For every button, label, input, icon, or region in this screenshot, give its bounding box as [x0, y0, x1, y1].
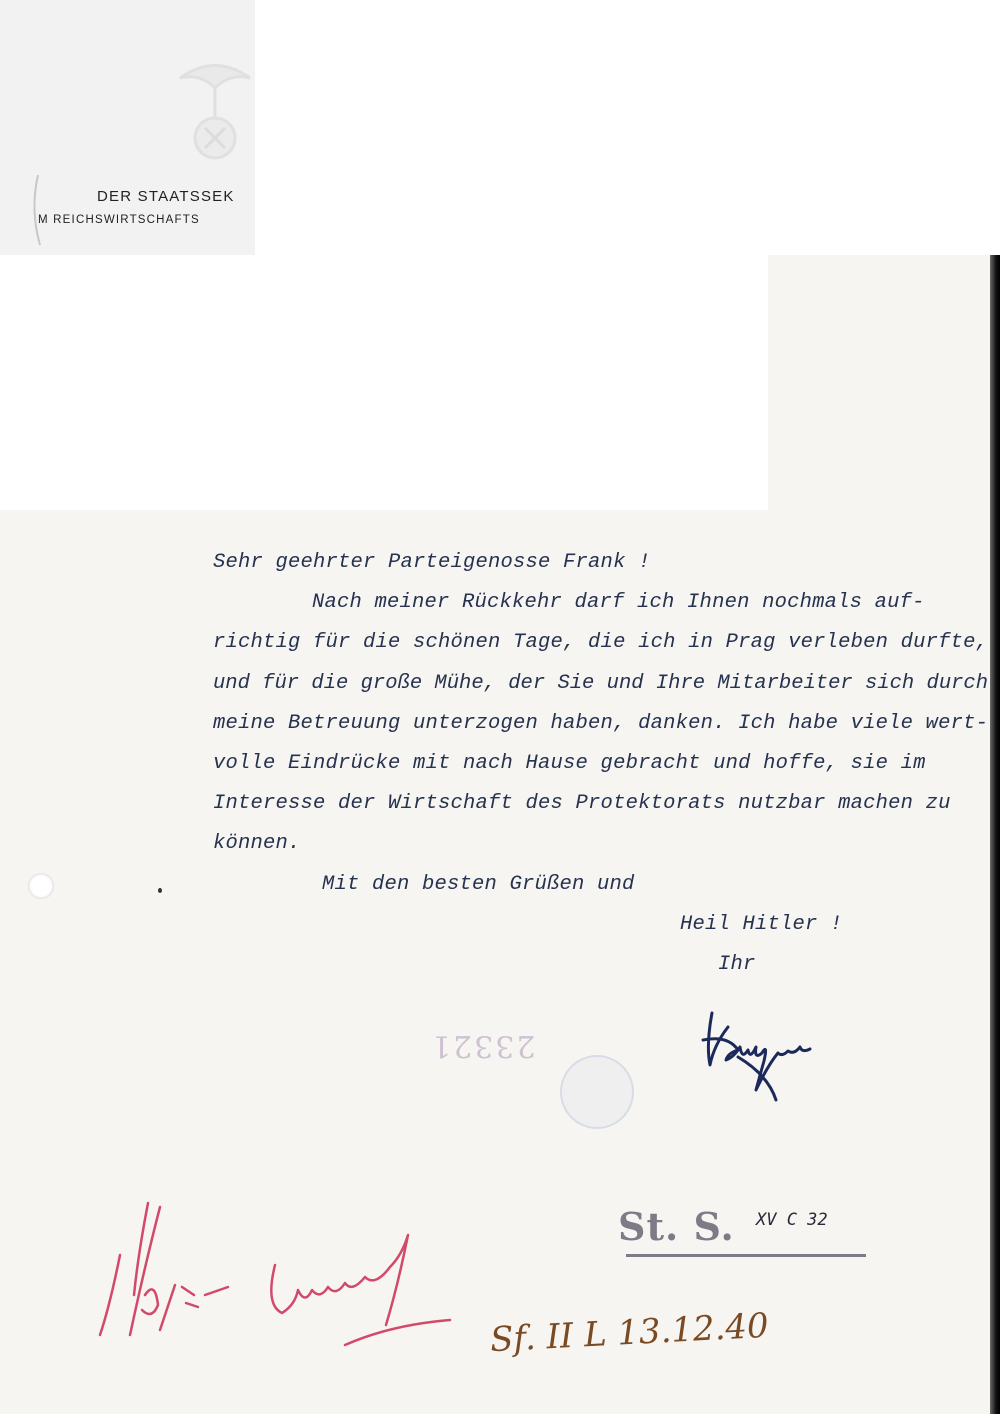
- body-line: meine Betreuung unterzogen haben, danken. Ich habe viele wert-: [213, 712, 989, 735]
- brown-annotation-text: Sf. II L 13.12.40: [489, 1305, 770, 1361]
- stamp-underline: [626, 1254, 866, 1257]
- speck: [158, 888, 162, 893]
- brown-handwritten-annotation: [489, 1305, 770, 1385]
- ihr-line: Ihr: [718, 953, 756, 976]
- handwritten-signature: [698, 1005, 838, 1115]
- blank-area: [255, 0, 1000, 255]
- paper-area: [768, 255, 990, 510]
- body-line: können.: [213, 832, 301, 855]
- ghost-stamp-number: 23321: [430, 1028, 536, 1063]
- body-line: volle Eindrücke mit nach Hause gebracht und hoffe, sie im: [213, 752, 926, 775]
- red-handwritten-annotation: [90, 1195, 480, 1355]
- blank-area: [0, 255, 768, 510]
- salutation: Sehr geehrter Parteigenosse Frank !: [213, 551, 651, 574]
- fold-mark: [28, 170, 44, 250]
- letterhead-subtitle: M REICHSWIRTSCHAFTS: [38, 214, 200, 226]
- greeting: Heil Hitler !: [680, 913, 843, 936]
- letterhead: [0, 0, 255, 255]
- closing-line: Mit den besten Grüßen und: [322, 873, 635, 896]
- scan-border: [990, 255, 1000, 1414]
- body-line: Interesse der Wirtschaft des Protektorats nutzbar machen zu: [213, 792, 951, 815]
- body-line: und für die große Mühe, der Sie und Ihre Mitarbeiter sich durch: [213, 672, 989, 695]
- office-stamp-label: St. S.: [618, 1204, 735, 1249]
- office-stamp: [618, 1202, 878, 1272]
- eagle-emblem-icon: [170, 48, 255, 168]
- round-seal: [560, 1055, 634, 1129]
- body-line: richtig für die schönen Tage, die ich in Prag verleben durfte,: [213, 631, 989, 654]
- body-line: Nach meiner Rückkehr darf ich Ihnen nochmals auf-: [312, 591, 925, 614]
- office-stamp-reference: XV C 32: [756, 1210, 828, 1230]
- punch-hole: [28, 873, 54, 899]
- letterhead-title: DER STAATSSEK: [97, 188, 235, 205]
